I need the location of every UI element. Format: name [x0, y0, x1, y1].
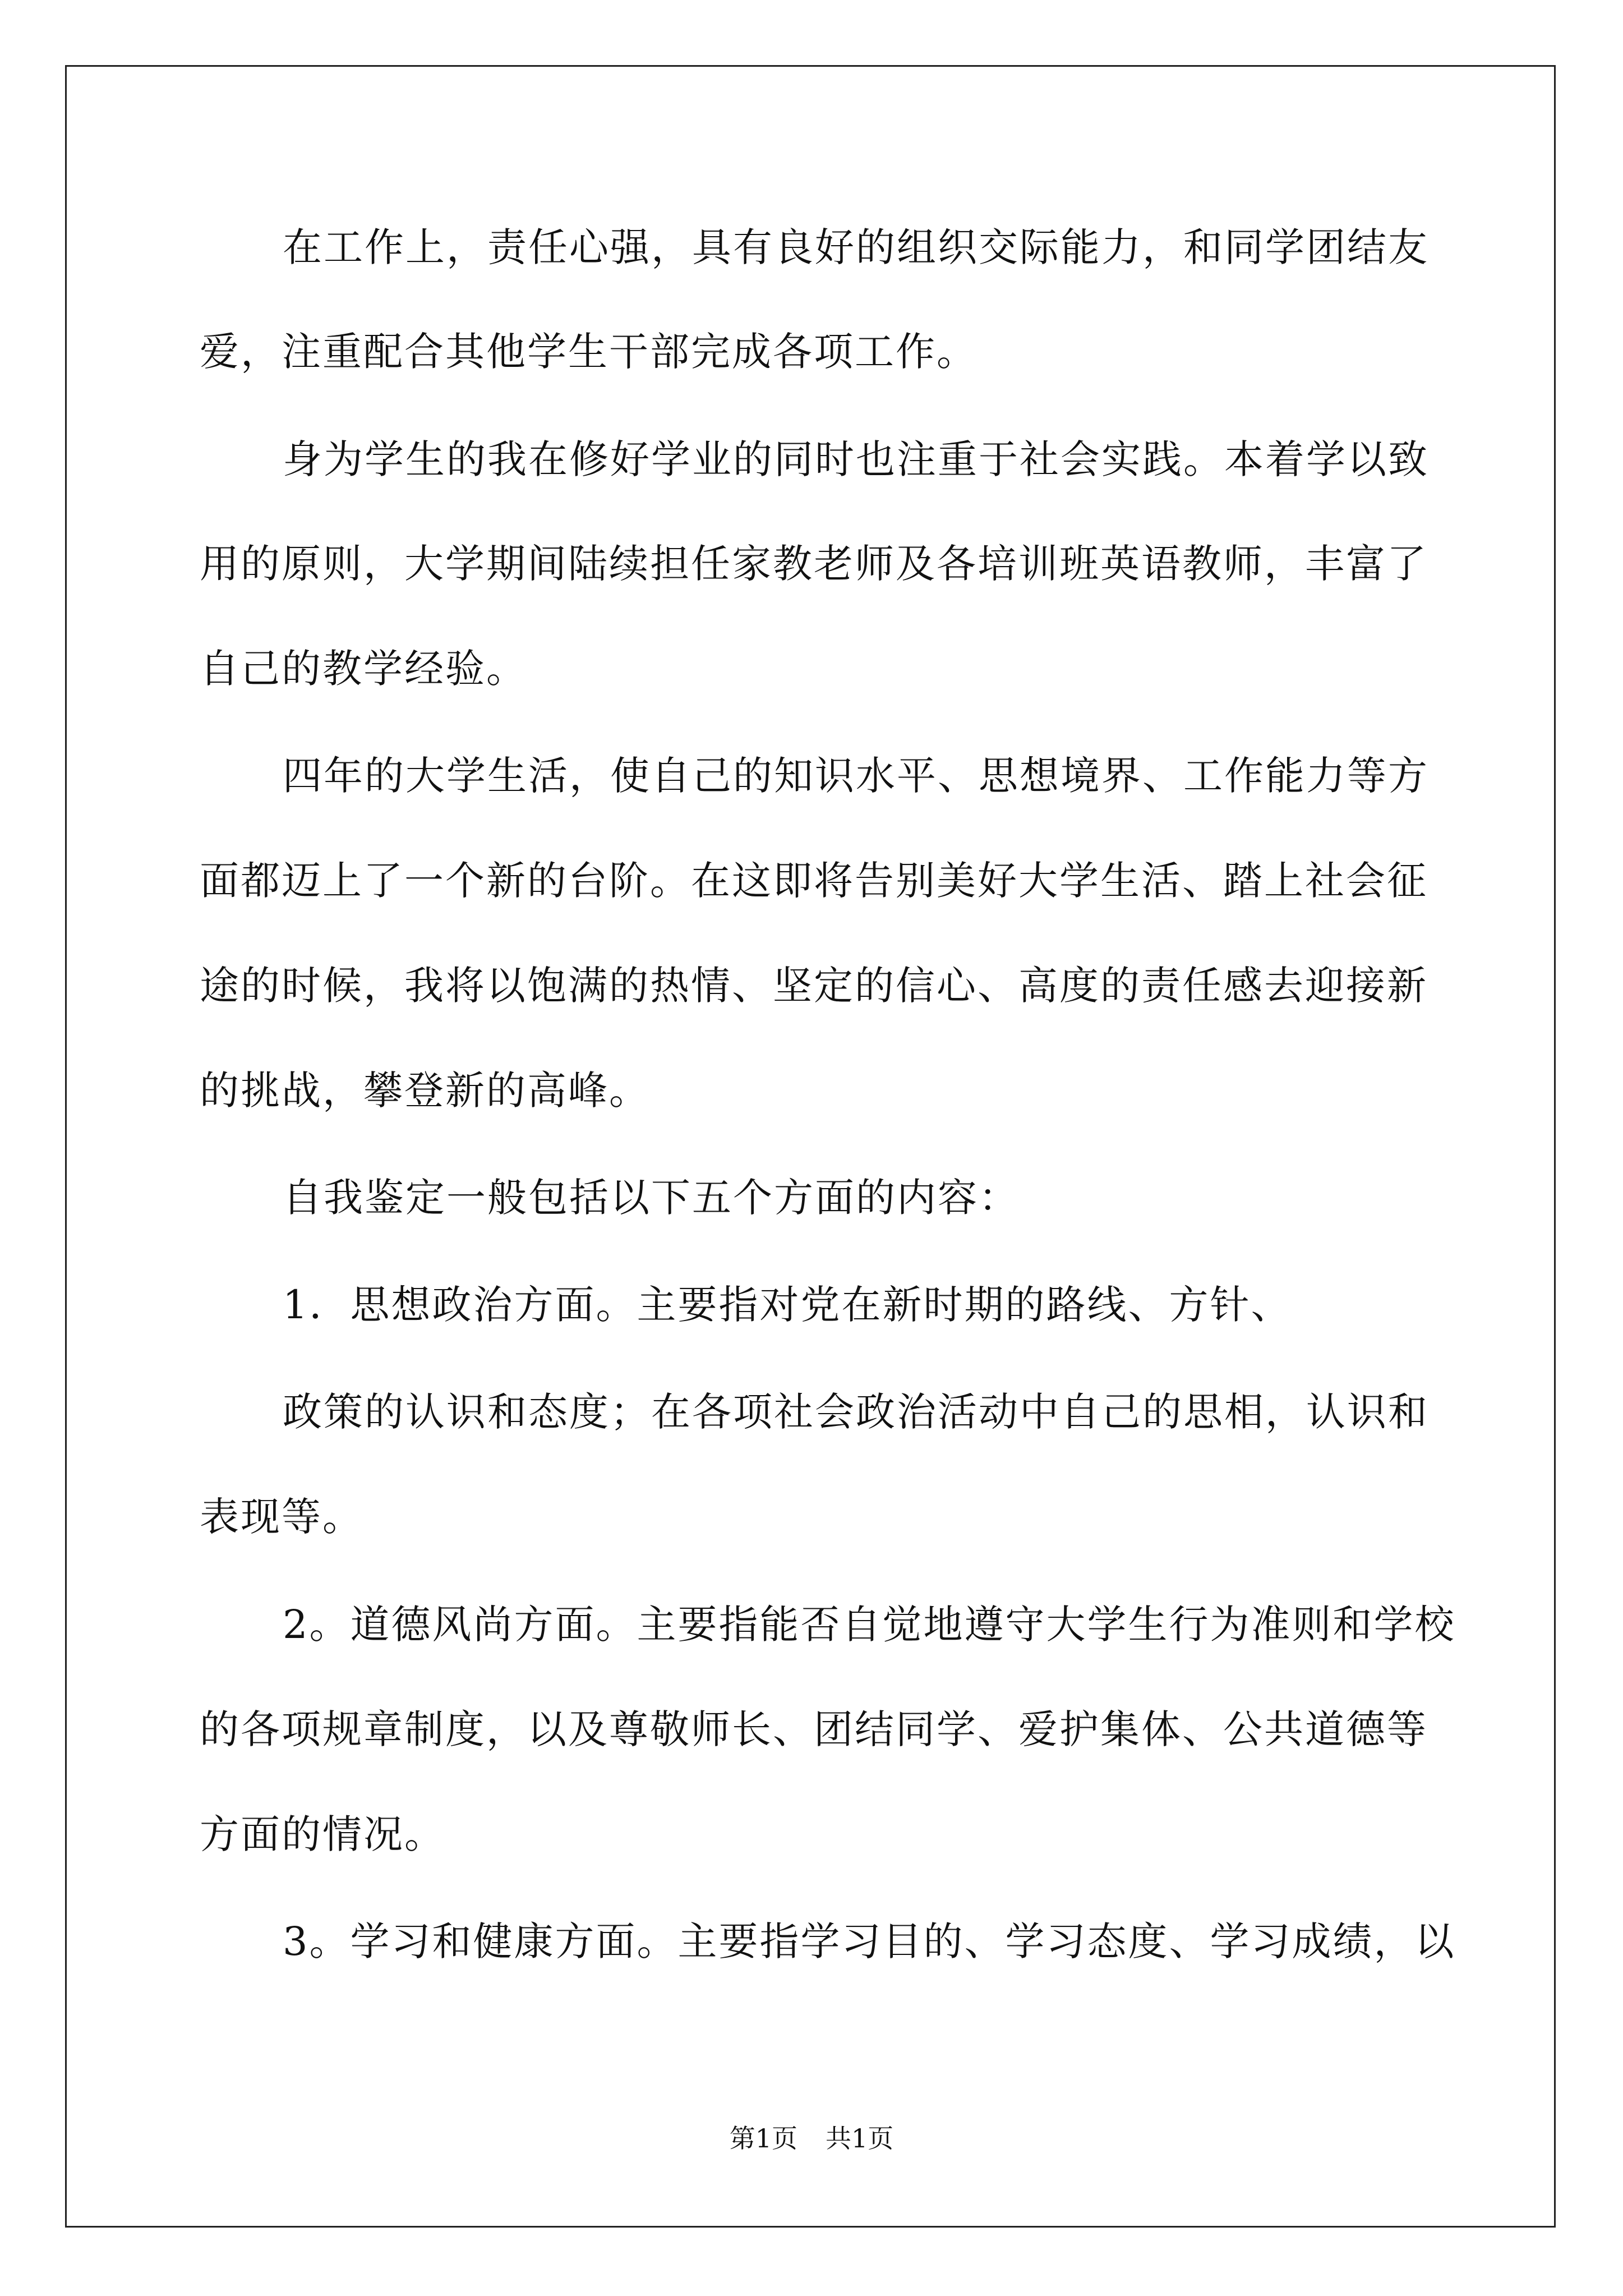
paragraph-line: 3。学习和健康方面。主要指学习目的、学习态度、学习成绩，以 [283, 1918, 1456, 1964]
page-total: 共1页 [826, 2123, 894, 2154]
paragraph-line: 爱，注重配合其他学生干部完成各项工作。 [200, 329, 978, 375]
paragraph-line: 的挑战，攀登新的高峰。 [200, 1068, 650, 1114]
paragraph-line: 的各项规章制度，以及尊敬师长、团结同学、爱护集体、公共道德等 [200, 1706, 1428, 1752]
paragraph-line: 途的时候，我将以饱满的热情、坚定的信心、高度的责任感去迎接新 [200, 963, 1428, 1009]
paragraph-line: 表现等。 [200, 1494, 363, 1540]
paragraph-line: 1．思想政治方面。主要指对党在新时期的路线、方针、 [283, 1282, 1292, 1328]
page-number: 第1页 [729, 2123, 797, 2154]
paragraph-line: 面都迈上了一个新的台阶。在这即将告别美好大学生活、踏上社会征 [200, 858, 1428, 904]
page-border [65, 65, 1556, 2228]
paragraph-line: 方面的情况。 [200, 1811, 445, 1857]
page-footer [0, 2122, 1623, 2155]
paragraph-line: 自我鉴定一般包括以下五个方面的内容： [283, 1175, 1020, 1221]
paragraph-line: 用的原则，大学期间陆续担任家教老师及各培训班英语教师，丰富了 [200, 541, 1428, 587]
paragraph-line: 自己的教学经验。 [200, 646, 527, 692]
paragraph-line: 政策的认识和态度；在各项社会政治活动中自己的思相，认识和 [283, 1389, 1429, 1435]
paragraph-line: 身为学生的我在修好学业的同时也注重于社会实践。本着学以致 [283, 436, 1429, 482]
paragraph-line: 2。道德风尚方面。主要指能否自觉地遵守大学生行为准则和学校 [283, 1602, 1456, 1648]
paragraph-line: 在工作上，责任心强，具有良好的组织交际能力，和同学团结友 [283, 224, 1429, 270]
paragraph-line: 四年的大学生活，使自己的知识水平、思想境界、工作能力等方 [283, 753, 1429, 799]
